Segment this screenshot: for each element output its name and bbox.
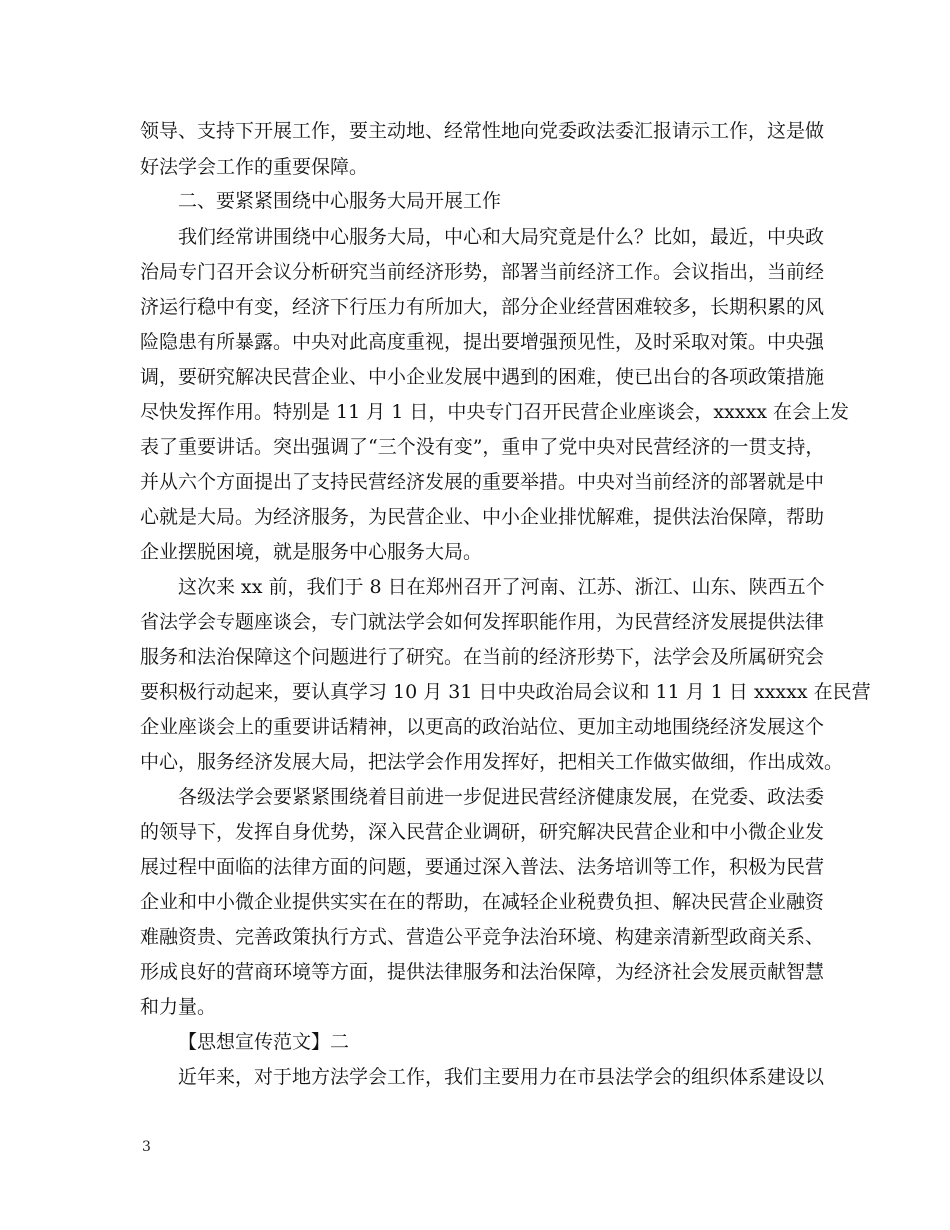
paragraph-start-line: 我们经常讲围绕中心服务大局，中心和大局究竟是什么？比如，最近，中央政 bbox=[178, 226, 825, 248]
text-line: 和力量。 bbox=[140, 996, 217, 1018]
text-line: 展过程中面临的法律方面的问题，要通过深入普法、法务培训等工作，积极为民营 bbox=[140, 856, 825, 878]
text-line: 并从六个方面提出了支持民营经济发展的重要举措。中央对当前经济的部署就是中 bbox=[140, 471, 825, 493]
text-line: 企业座谈会上的重要讲话精神，以更高的政治站位、更加主动地围绕经济发展这个 bbox=[140, 716, 825, 738]
text-line: 尽快发挥作用。特别是 11 月 1 日，中央专门召开民营企业座谈会，xxxxx 在会上发 bbox=[140, 401, 850, 423]
text-line: 服务和法治保障这个问题进行了研究。在当前的经济形势下，法学会及所属研究会 bbox=[140, 646, 825, 668]
text-line: 领导、支持下开展工作，要主动地、经常性地向党委政法委汇报请示工作，这是做 bbox=[140, 120, 825, 142]
paragraph-start-line: 这次来 xx 前，我们于 8 日在郑州召开了河南、江苏、浙江、山东、陕西五个 bbox=[178, 576, 825, 598]
text-line: 企业摆脱困境，就是服务中心服务大局。 bbox=[140, 541, 483, 563]
section-heading: 【思想宣传范文】二 bbox=[178, 1031, 350, 1053]
section-heading: 二、要紧紧围绕中心服务大局开展工作 bbox=[178, 190, 502, 212]
text-line: 险隐患有所暴露。中央对此高度重视，提出要增强预见性，及时采取对策。中央强 bbox=[140, 331, 825, 353]
text-line: 中心，服务经济发展大局，把法学会作用发挥好，把相关工作做实做细，作出成效。 bbox=[140, 751, 844, 773]
text-line: 治局专门召开会议分析研究当前经济形势，部署当前经济工作。会议指出，当前经 bbox=[140, 261, 825, 283]
paragraph-start-line: 各级法学会要紧紧围绕着目前进一步促进民营经济健康发展，在党委、政法委 bbox=[178, 786, 825, 808]
text-line: 济运行稳中有变，经济下行压力有所加大，部分企业经营困难较多，长期积累的风 bbox=[140, 296, 825, 318]
paragraph-start-line: 近年来，对于地方法学会工作，我们主要用力在市县法学会的组织体系建设以 bbox=[178, 1066, 825, 1088]
text-line: 企业和中小微企业提供实实在在的帮助，在减轻企业税费负担、解决民营企业融资 bbox=[140, 891, 825, 913]
page-number: 3 bbox=[142, 1139, 151, 1155]
text-line: 表了重要讲话。突出强调了“三个没有变”，重申了党中央对民营经济的一贯支持， bbox=[140, 436, 825, 458]
text-line: 要积极行动起来，要认真学习 10 月 31 日中央政治局会议和 11 月 1 日 xxxxx 在民营 bbox=[140, 681, 871, 703]
text-line: 形成良好的营商环境等方面，提供法律服务和法治保障，为经济社会发展贡献智慧 bbox=[140, 961, 825, 983]
text-line: 省法学会专题座谈会，专门就法学会如何发挥职能作用，为民营经济发展提供法律 bbox=[140, 611, 825, 633]
text-line: 难融资贵、完善政策执行方式、营造公平竞争法治环境、构建亲清新型政商关系、 bbox=[140, 926, 825, 948]
text-line: 心就是大局。为经济服务，为民营企业、中小企业排忧解难，提供法治保障，帮助 bbox=[140, 506, 825, 528]
text-line: 的领导下，发挥自身优势，深入民营企业调研，研究解决民营企业和中小微企业发 bbox=[140, 821, 825, 843]
text-line: 调，要研究解决民营企业、中小企业发展中遇到的困难，使已出台的各项政策措施 bbox=[140, 366, 825, 388]
text-line: 好法学会工作的重要保障。 bbox=[140, 156, 369, 178]
